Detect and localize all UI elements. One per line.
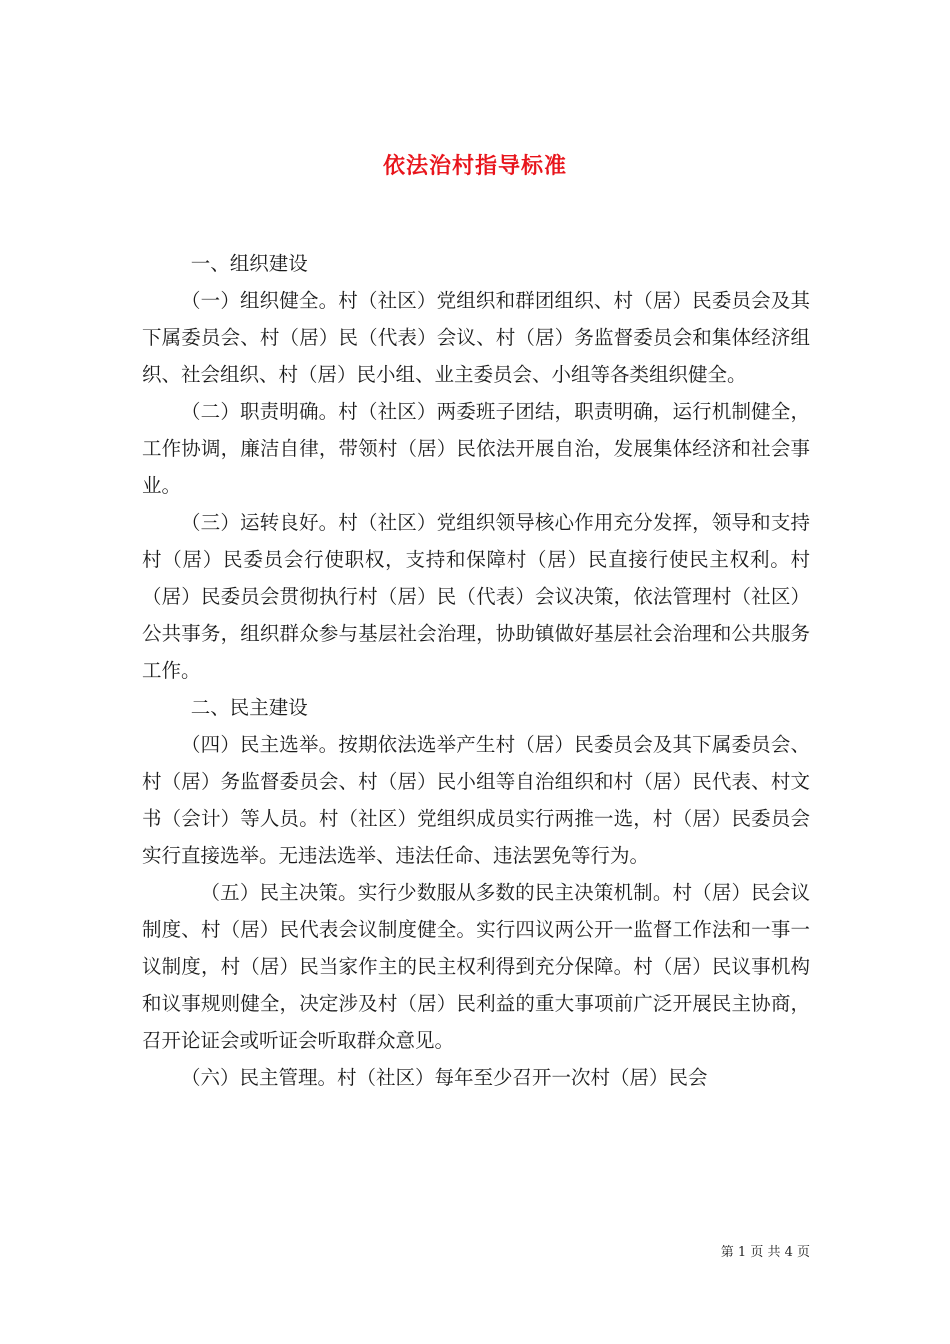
paragraph: （六）民主管理。村（社区）每年至少召开一次村（居）民会 bbox=[181, 1066, 708, 1089]
section-heading: 二、民主建设 bbox=[190, 696, 308, 719]
section-heading: 一、组织建设 bbox=[190, 252, 308, 275]
document-body bbox=[142, 245, 810, 1096]
paragraph: （一）组织健全。村（社区）党组织和群团组织、村（居）民委员会及其下属委员会、村（居）民（代表）会议、村（居）务监督委员会和集体经济组织、社会组织、村（居）民小组、业主委员会、小组等各类组织健全。 bbox=[142, 289, 810, 386]
paragraph: （四）民主选举。按期依法选举产生村（居）民委员会及其下属委员会、村（居）务监督委员会、村（居）民小组等自治组织和村（居）民代表、村文书（会计）等人员。村（社区）党组织成员实行两推一选，村（居）民委员会实行直接选举。无违法选举、违法任命、违法罢免等行为。 bbox=[142, 733, 810, 867]
page-number-footer: 第 1 页 共 4 页 bbox=[720, 1245, 810, 1260]
paragraph: （三）运转良好。村（社区）党组织领导核心作用充分发挥，领导和支持村（居）民委员会行使职权，支持和保障村（居）民直接行使民主权利。村（居）民委员会贯彻执行村（居）民（代表）会议决策，依法管理村（社区）公共事务，组织群众参与基层社会治理，协助镇做好基层社会治理和公共服务工作。 bbox=[142, 511, 810, 682]
paragraph: （五）民主决策。实行少数服从多数的民主决策机制。村（居）民会议制度、村（居）民代表会议制度健全。实行四议两公开一监督工作法和一事一议制度，村（居）民当家作主的民主权利得到充分保障。村（居）民议事机构和议事规则健全，决定涉及村（居）民利益的重大事项前广泛开展民主协商，召开论证会或听证会听取群众意见。 bbox=[142, 881, 810, 1052]
paragraph: （二）职责明确。村（社区）两委班子团结，职责明确，运行机制健全，工作协调，廉洁自律，带领村（居）民依法开展自治，发展集体经济和社会事业。 bbox=[142, 400, 810, 497]
page-title: 依法治村指导标准 bbox=[382, 152, 567, 179]
